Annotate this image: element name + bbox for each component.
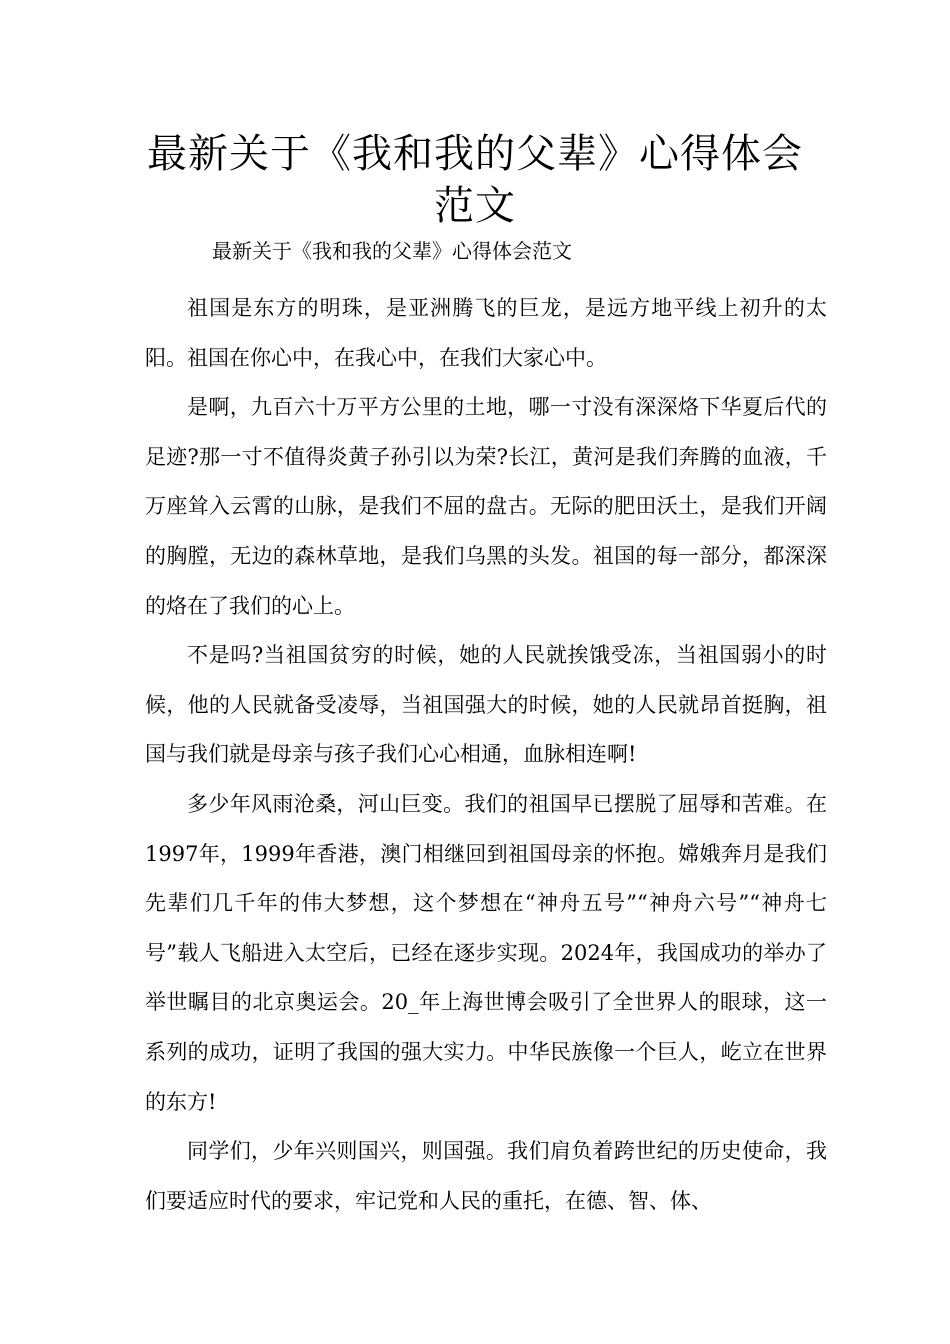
paragraph: 祖国是东方的明珠，是亚洲腾飞的巨龙，是远方地平线上初升的太阳。祖国在你心中，在我心中，在我们大家心中。 bbox=[145, 296, 827, 370]
paragraph: 不是吗?当祖国贫穷的时候，她的人民就挨饿受冻，当祖国弱小的时候，他的人民就备受凌辱，当祖国强大的时候，她的人民就昂首挺胸，祖国与我们就是母亲与孩子我们心心相通，血脉相连啊! bbox=[145, 643, 827, 767]
paragraph: 同学们，少年兴则国兴，则国强。我们肩负着跨世纪的历史使命，我们要适应时代的要求，牢记党和人民的重托，在德、智、体、 bbox=[145, 1139, 827, 1213]
paragraph: 是啊，九百六十万平方公里的土地，哪一寸没有深深烙下华夏后代的足迹?那一寸不值得炎黄子孙引以为荣?长江，黄河是我们奔腾的血液，千万座耸入云霄的山脉，是我们不屈的盘古。无际的肥田沃土，是我们开阔的胸膛，无边的森林草地，是我们乌黑的头发。祖国的每一部分，都深深的烙在了我们的心上。 bbox=[145, 395, 827, 618]
document-body bbox=[145, 284, 827, 1226]
document-subtitle: 最新关于《我和我的父辈》心得体会范文 bbox=[212, 239, 572, 263]
document-title: 最新关于《我和我的父辈》心得体会范文 bbox=[147, 131, 803, 229]
paragraph: 多少年风雨沧桑，河山巨变。我们的祖国早已摆脱了屈辱和苦难。在1997年，1999年香港，澳门相继回到祖国母亲的怀抱。嫦娥奔月是我们先辈们几千年的伟大梦想，这个梦想在“神舟五号”“神舟六号”“神舟七号”载人飞船进入太空后，已经在逐步实现。2024年，我国成功的举办了举世瞩目的北京奥运会。20_年上海世博会吸引了全世界人的眼球，这一系列的成功，证明了我国的强大实力。中华民族像一个巨人，屹立在世界的东方! bbox=[145, 791, 827, 1114]
